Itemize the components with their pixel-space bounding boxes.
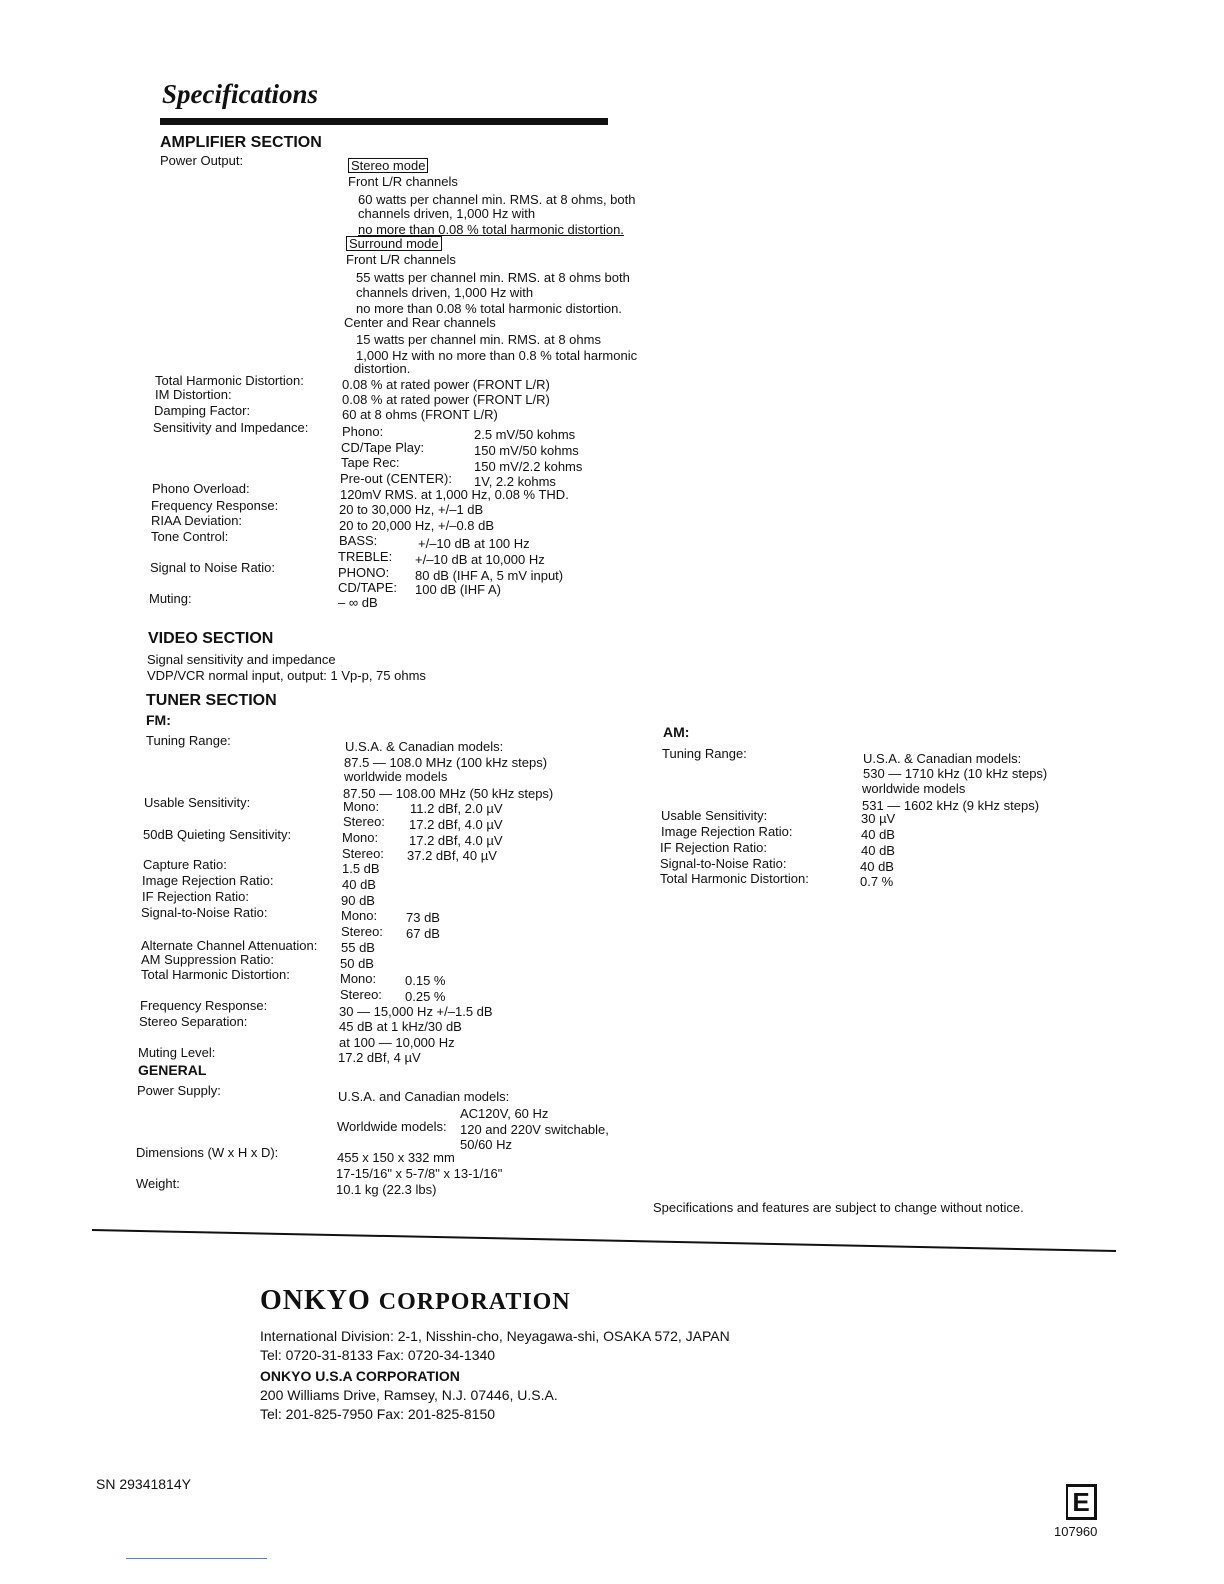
amplifier-heading: AMPLIFIER SECTION: [160, 134, 322, 151]
stereo-front-channels: Front L/R channels: [348, 174, 458, 189]
snr-cd-name: CD/TAPE:: [338, 580, 397, 595]
surround-spec-line: no more than 0.08 % total harmonic distortion.: [356, 301, 622, 316]
fm-quiet-stereo-name: Stereo:: [342, 846, 384, 861]
fm-snr-stereo-name: Stereo:: [341, 924, 383, 939]
weight-label: Weight:: [136, 1176, 180, 1191]
thd-label: Total Harmonic Distortion:: [155, 373, 304, 388]
am-heading: AM:: [663, 724, 690, 740]
fm-separation-label: Stereo Separation:: [139, 1014, 248, 1029]
am-row-value: 40 dB: [861, 843, 895, 858]
fm-usable-mono-value: 11.2 dBf, 2.0 µV: [410, 801, 503, 816]
fm-snr-label: Signal-to-Noise Ratio:: [141, 905, 268, 920]
center-spec-line: 15 watts per channel min. RMS. at 8 ohms: [356, 332, 601, 347]
fm-alt-channel-value: 55 dB: [341, 940, 375, 955]
serial-number: SN 29341814Y: [96, 1476, 191, 1492]
video-line: Signal sensitivity and impedance: [147, 652, 336, 667]
power-output-label: Power Output:: [160, 153, 244, 168]
center-rear-channels: Center and Rear channels: [344, 315, 496, 330]
am-row-label: Usable Sensitivity:: [661, 808, 768, 823]
usa-address: 200 Williams Drive, Ramsey, N.J. 07446, U.S.A.: [260, 1387, 558, 1403]
change-notice: Specifications and features are subject to change without notice.: [653, 1200, 1024, 1215]
fm-if-label: IF Rejection Ratio:: [142, 889, 249, 904]
video-heading: VIDEO SECTION: [148, 630, 274, 647]
fm-frequency-value: 30 — 15,000 Hz +/–1.5 dB: [339, 1004, 493, 1019]
fm-quiet-mono-value: 17.2 dBf, 4.0 µV: [409, 833, 503, 848]
power-supply-label: Power Supply:: [137, 1083, 221, 1098]
fm-separation-value: 45 dB at 1 kHz/30 dB: [339, 1019, 462, 1034]
fm-tuning-label: Tuning Range:: [146, 733, 231, 748]
video-line: VDP/VCR normal input, output: 1 Vp-p, 75 ohms: [147, 668, 426, 683]
fm-usable-stereo-value: 17.2 dBf, 4.0 µV: [409, 817, 503, 832]
fm-tuning-line: 87.50 — 108.00 MHz (50 kHz steps): [343, 786, 554, 801]
dimensions-value: 17-15/16" x 5-7/8" x 13-1/16": [336, 1166, 503, 1181]
surround-front-channels: Front L/R channels: [346, 252, 456, 267]
surround-mode-box: Surround mode: [346, 236, 442, 252]
intl-address: International Division: 2-1, Nisshin-cho, Neyagawa-shi, OSAKA 572, JAPAN: [260, 1328, 730, 1344]
sens-row-name: Phono:: [342, 424, 384, 439]
fm-muting-label: Muting Level:: [138, 1045, 216, 1060]
im-label: IM Distortion:: [155, 387, 232, 402]
phono-overload-label: Phono Overload:: [152, 481, 250, 496]
fm-thd-stereo-name: Stereo:: [340, 987, 382, 1002]
riaa-label: RIAA Deviation:: [151, 513, 243, 528]
fm-thd-stereo-value: 0.25 %: [405, 989, 446, 1004]
fm-muting-value: 17.2 dBf, 4 µV: [338, 1050, 421, 1065]
fm-tuning-line: U.S.A. & Canadian models:: [345, 739, 504, 754]
am-row-label: Total Harmonic Distortion:: [660, 871, 809, 886]
logo-brand: ONKYO: [260, 1285, 371, 1316]
fm-quiet-stereo-value: 37.2 dBf, 40 µV: [407, 848, 497, 863]
im-value: 0.08 % at rated power (FRONT L/R): [342, 392, 550, 407]
fm-quieting-label: 50dB Quieting Sensitivity:: [143, 827, 292, 842]
power-supply-line: 50/60 Hz: [460, 1137, 513, 1152]
fm-image-value: 40 dB: [342, 877, 376, 892]
weight-value: 10.1 kg (22.3 lbs): [336, 1182, 437, 1197]
fm-usable-mono-name: Mono:: [343, 799, 380, 814]
power-supply-line: Worldwide models:: [337, 1119, 447, 1134]
fm-snr-mono-name: Mono:: [341, 908, 378, 923]
fm-separation-value: at 100 — 10,000 Hz: [339, 1035, 455, 1050]
tone-control-label: Tone Control:: [151, 529, 229, 544]
intl-phone: Tel: 0720-31-8133 Fax: 0720-34-1340: [260, 1347, 496, 1363]
damping-label: Damping Factor:: [154, 403, 251, 418]
snr-cd-value: 100 dB (IHF A): [415, 582, 501, 597]
sens-row-name: Pre-out (CENTER):: [340, 471, 452, 486]
center-spec-line: distortion.: [354, 361, 411, 376]
tuner-heading: TUNER SECTION: [146, 692, 277, 709]
am-row-label: Signal-to-Noise Ratio:: [660, 856, 787, 871]
power-supply-line: 120 and 220V switchable,: [460, 1122, 609, 1137]
fm-snr-stereo-value: 67 dB: [406, 926, 440, 941]
fm-thd-mono-value: 0.15 %: [405, 973, 446, 988]
surround-spec-line: 55 watts per channel min. RMS. at 8 ohms both: [356, 270, 630, 285]
tone-treble-name: TREBLE:: [338, 549, 393, 564]
sens-row-name: Tape Rec:: [341, 455, 400, 470]
am-tuning-line: U.S.A. & Canadian models:: [863, 751, 1022, 766]
center-spec-line: 1,000 Hz with no more than 0.8 % total harmonic: [356, 348, 638, 363]
dimensions-label: Dimensions (W x H x D):: [136, 1145, 279, 1160]
sens-row-name: CD/Tape Play:: [341, 440, 425, 455]
power-supply-line: AC120V, 60 Hz: [460, 1106, 549, 1121]
fm-heading: FM:: [146, 712, 171, 728]
riaa-value: 20 to 20,000 Hz, +/–0.8 dB: [339, 518, 495, 533]
sens-row-value: 2.5 mV/50 kohms: [474, 427, 576, 442]
fm-capture-value: 1.5 dB: [342, 861, 380, 876]
fm-frequency-label: Frequency Response:: [140, 998, 268, 1013]
tone-bass-value: +/–10 dB at 100 Hz: [418, 536, 530, 551]
am-tuning-line: worldwide models: [862, 781, 966, 796]
thd-value: 0.08 % at rated power (FRONT L/R): [342, 377, 550, 392]
fm-thd-mono-name: Mono:: [340, 971, 377, 986]
am-tuning-line: 531 — 1602 kHz (9 kHz steps): [862, 798, 1040, 813]
logo-corporation: CORPORATION: [378, 1289, 571, 1315]
fm-usable-stereo-name: Stereo:: [343, 814, 385, 829]
general-heading: GENERAL: [138, 1062, 207, 1078]
language-mark: E: [1066, 1484, 1097, 1520]
document-code: 107960: [1054, 1524, 1098, 1539]
muting-label: Muting:: [149, 591, 192, 606]
fm-usable-label: Usable Sensitivity:: [144, 795, 251, 810]
frequency-response-value: 20 to 30,000 Hz, +/–1 dB: [339, 502, 484, 517]
fm-image-label: Image Rejection Ratio:: [142, 873, 274, 888]
onkyo-logo: [260, 1284, 730, 1319]
surround-spec-line: channels driven, 1,000 Hz with: [356, 285, 534, 300]
am-tuning-label: Tuning Range:: [662, 746, 747, 761]
am-row-value: 40 dB: [861, 827, 895, 842]
frequency-response-label: Frequency Response:: [151, 498, 279, 513]
am-row-value: 40 dB: [860, 859, 894, 874]
am-row-label: Image Rejection Ratio:: [661, 824, 793, 839]
stereo-mode-box: Stereo mode: [348, 158, 428, 174]
fm-alt-channel-label: Alternate Channel Attenuation:: [141, 938, 318, 953]
fm-quiet-mono-name: Mono:: [342, 830, 379, 845]
stereo-spec-line: no more than 0.08 % total harmonic distortion.: [358, 222, 624, 237]
power-supply-line: U.S.A. and Canadian models:: [338, 1089, 510, 1104]
usa-phone: Tel: 201-825-7950 Fax: 201-825-8150: [260, 1406, 496, 1422]
am-row-value: 30 µV: [861, 811, 896, 826]
sensitivity-label: Sensitivity and Impedance:: [153, 420, 309, 435]
damping-value: 60 at 8 ohms (FRONT L/R): [342, 407, 498, 422]
sens-row-value: 1V, 2.2 kohms: [474, 474, 556, 489]
am-tuning-line: 530 — 1710 kHz (10 kHz steps): [863, 766, 1048, 781]
fm-am-suppression-value: 50 dB: [340, 956, 374, 971]
blue-line-decoration: [126, 1558, 267, 1559]
sens-row-value: 150 mV/50 kohms: [474, 443, 579, 458]
stereo-spec-line: channels driven, 1,000 Hz with: [358, 206, 536, 221]
muting-value: – ∞ dB: [338, 595, 378, 610]
fm-capture-label: Capture Ratio:: [143, 857, 227, 872]
am-row-label: IF Rejection Ratio:: [660, 840, 767, 855]
fm-am-suppression-label: AM Suppression Ratio:: [141, 952, 274, 967]
corporate-block: [260, 1284, 730, 1424]
am-row-value: 0.7 %: [860, 874, 894, 889]
snr-label: Signal to Noise Ratio:: [150, 560, 276, 575]
fm-thd-label: Total Harmonic Distortion:: [141, 967, 290, 982]
tone-treble-value: +/–10 dB at 10,000 Hz: [415, 552, 545, 567]
fm-tuning-line: 87.5 — 108.0 MHz (100 kHz steps): [344, 755, 548, 770]
usa-company-name: ONKYO U.S.A CORPORATION: [260, 1368, 460, 1384]
page-title: Specifications: [162, 79, 318, 109]
fm-if-value: 90 dB: [341, 893, 375, 908]
tone-bass-name: BASS:: [339, 533, 378, 548]
dimensions-value: 455 x 150 x 332 mm: [337, 1150, 455, 1165]
fm-snr-mono-value: 73 dB: [406, 910, 440, 925]
snr-phono-value: 80 dB (IHF A, 5 mV input): [415, 568, 564, 583]
phono-overload-value: 120mV RMS. at 1,000 Hz, 0.08 % THD.: [340, 487, 569, 502]
snr-phono-name: PHONO:: [338, 565, 390, 580]
fm-tuning-line: worldwide models: [344, 769, 448, 784]
stereo-spec-line: 60 watts per channel min. RMS. at 8 ohms, both: [358, 192, 636, 207]
sens-row-value: 150 mV/2.2 kohms: [474, 459, 583, 474]
